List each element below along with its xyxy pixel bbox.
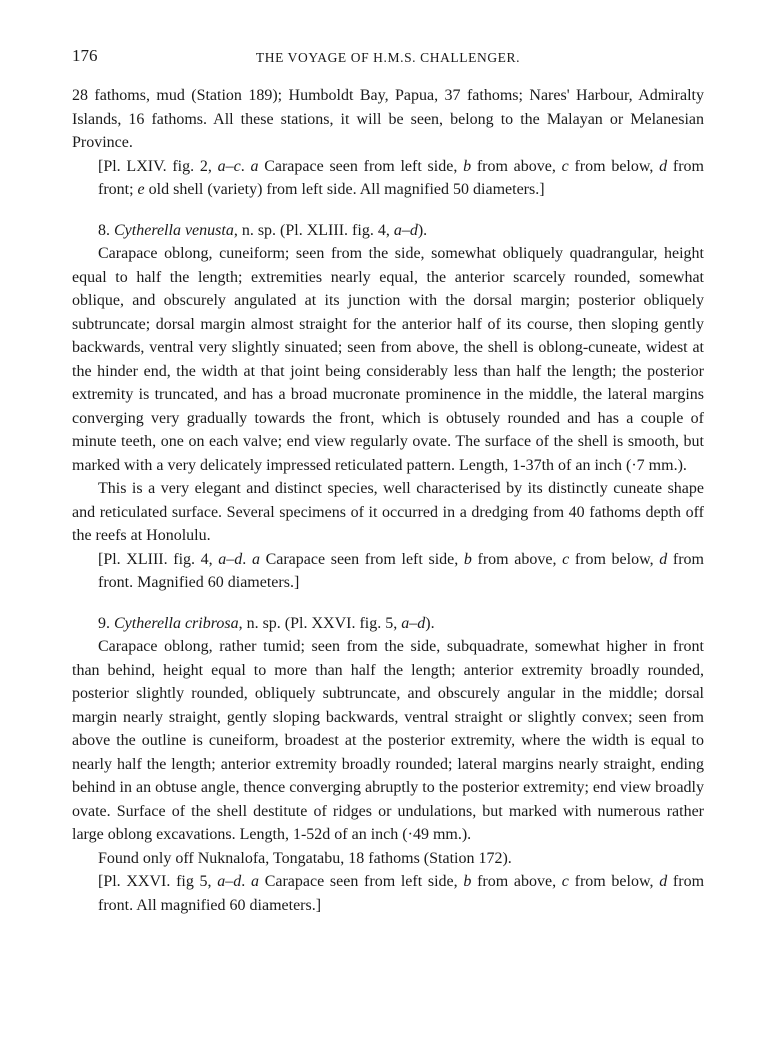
- species-8-description: Carapace oblong, cuneiform; seen from the side, somewhat obliquely quadrangular, height equal to half the length; extremities nearly equal, the anterior scarcely rounded, somewhat oblique, and obscurely angulated at its junction with the dorsal margin; posterior obliquely subtruncate; dorsal margin almost straight for the anterior half of its course, then sloping gently backwards, ventral very slightly sinuated; seen from above, the shell is oblong-cuneate, widest at the hinder end, the width at that joint being considerably less than half the length; the posterior extremity is truncated, and has a broad mucronate prominence in the middle, the lateral margins converging very gradually towards the front, which is obtusely rounded and has a couple of minute teeth, one on each valve; end view regularly ovate. The surface of the shell is smooth, but marked with a very delicately impressed reticulated pattern. Length, 1-37th of an inch (·7 mm.).: [72, 245, 704, 474]
- section-gap: [72, 202, 704, 219]
- species-9-locality: Found only off Nuknalofa, Tongatabu, 18 fathoms (Station 172).: [98, 849, 512, 867]
- species-8-heading: 8. Cytherella venusta, n. sp. (Pl. XLIII. fig. 4, a–d).: [98, 221, 428, 239]
- running-title: THE VOYAGE OF H.M.S. CHALLENGER.: [255, 50, 521, 65]
- species-8-plate-caption: [Pl. XLIII. fig. 4, a–d. a Carapace seen from left side, b from above, c from below, d from front. Magnified 60 diameters.]: [98, 550, 704, 591]
- species-9-heading: 9. Cytherella cribrosa, n. sp. (Pl. XXVI. fig. 5, a–d).: [98, 614, 435, 632]
- section-gap: [72, 595, 704, 612]
- species-9-plate-caption: [Pl. XXVI. fig 5, a–d. a Carapace seen from left side, b from above, c from below, d from front. All magnified 60 diameters.]: [98, 873, 705, 914]
- page-number: 176: [72, 46, 98, 65]
- page-body: [72, 84, 704, 917]
- page-header: [72, 44, 704, 68]
- intro-plate-caption: [Pl. LXIV. fig. 2, a–c. a Carapace seen from left side, b from above, c from below, d from front; e old shell (variety) from left side. All magnified 50 diameters.]: [98, 157, 704, 198]
- intro-paragraph: 28 fathoms, mud (Station 189); Humboldt Bay, Papua, 37 fathoms; Nares' Harbour, Admiralty Islands, 16 fathoms. All these stations, it will be seen, belong to the Malayan or Melanesian Province.: [72, 87, 704, 151]
- species-8-remarks: This is a very elegant and distinct species, well characterised by its distinctly cuneate shape and reticulated surface. Several specimens of it occurred in a dredging from 40 fathoms depth off the reefs at Honolulu.: [72, 480, 704, 544]
- species-8-name: Cytherella venusta: [114, 221, 234, 239]
- species-9-description: Carapace oblong, rather tumid; seen from the side, subquadrate, somewhat higher in front than behind, height equal to more than half the length; anterior extremity broadly rounded, posterior slightly rounded, obliquely subtruncate, and obscurely angular in the middle; dorsal margin nearly straight, gently sloping backwards, ventral straight or slightly convex; seen from above the outline is cuneiform, broadest at the posterior extremity, where the width is equal to nearly half the length; anterior extremity broadly rounded; lateral margins nearly straight, ending behind in an obtuse angle, thence converging abruptly to the posterior extremity; end view broadly ovate. Surface of the shell destitute of ridges or undulations, but marked with numerous rather large oblong excavations. Length, 1-52d of an inch (·49 mm.).: [72, 638, 704, 843]
- species-9-name: Cytherella cribrosa: [114, 614, 239, 632]
